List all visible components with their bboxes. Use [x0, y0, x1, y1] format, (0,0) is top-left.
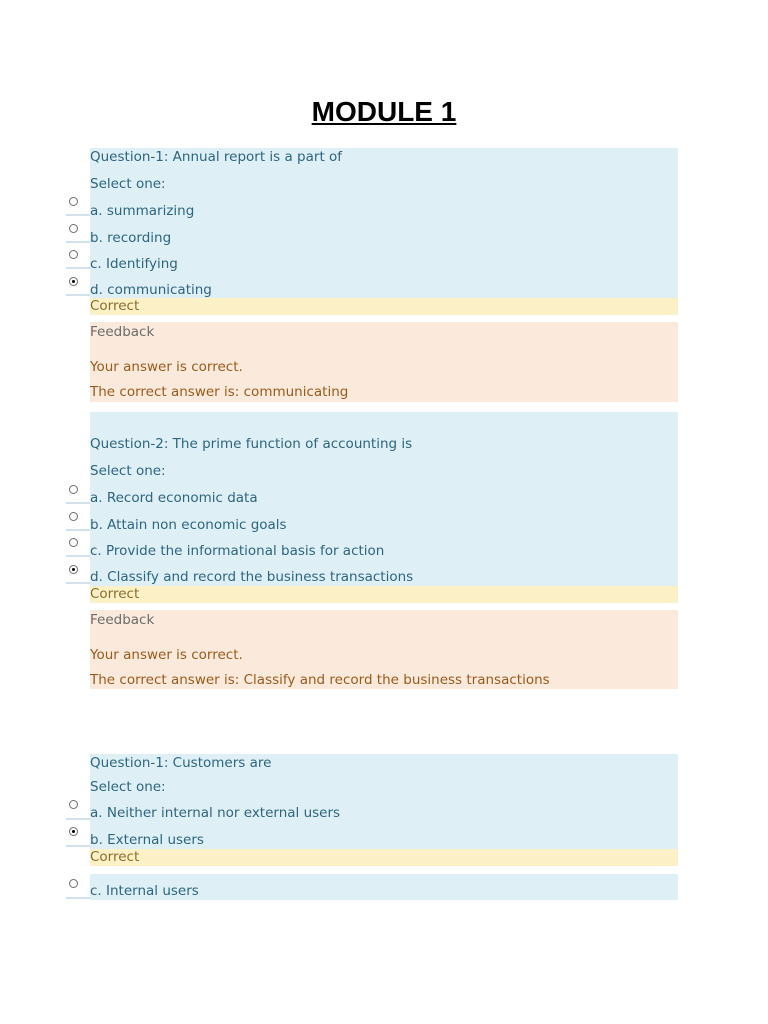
option-divider — [66, 294, 90, 296]
feedback-heading: Feedback — [90, 324, 155, 340]
feedback-panel — [90, 610, 678, 689]
question-text: Question-1: Annual report is a part of — [90, 149, 343, 165]
question-card-3 — [90, 754, 678, 849]
feedback-message: Your answer is correct. — [90, 647, 243, 663]
option-divider — [66, 845, 90, 847]
option-radio-c[interactable] — [69, 250, 78, 259]
option-divider — [66, 897, 90, 899]
option-radio-a[interactable] — [69, 197, 78, 206]
option-label-a: a. summarizing — [90, 203, 195, 219]
option-divider — [66, 267, 90, 269]
option-label-d: d. communicating — [90, 282, 212, 298]
option-divider — [66, 502, 90, 504]
select-one-prompt: Select one: — [90, 779, 166, 795]
question-card-1 — [90, 148, 678, 298]
feedback-heading: Feedback — [90, 612, 155, 628]
correct-answer-text: The correct answer is: Classify and record the business transactions — [90, 672, 550, 688]
feedback-panel — [90, 322, 678, 402]
option-label-b: b. External users — [90, 832, 204, 848]
option-divider — [66, 555, 90, 557]
option-radio-b[interactable] — [69, 512, 78, 521]
question-text: Question-2: The prime function of accounting is — [90, 436, 413, 452]
feedback-message: Your answer is correct. — [90, 359, 243, 375]
option-divider — [66, 214, 90, 216]
option-radio-a[interactable] — [69, 800, 78, 809]
option-radio-b-selected[interactable] — [69, 827, 78, 836]
option-divider — [66, 241, 90, 243]
option-divider — [66, 818, 90, 820]
question-card-3-continued — [90, 874, 678, 900]
option-label-c: c. Identifying — [90, 256, 178, 272]
option-radio-a[interactable] — [69, 485, 78, 494]
option-label-c: c. Internal users — [90, 883, 199, 899]
question-card-2 — [90, 412, 678, 586]
option-label-a: a. Neither internal nor external users — [90, 805, 341, 821]
option-radio-c[interactable] — [69, 879, 78, 888]
option-label-b: b. recording — [90, 230, 172, 246]
page-title: MODULE 1 — [311, 96, 457, 127]
question-text: Question-1: Customers are — [90, 755, 272, 771]
correct-answer-text: The correct answer is: communicating — [90, 384, 349, 400]
option-radio-d-selected[interactable] — [69, 565, 78, 574]
status-badge: Correct — [90, 849, 678, 866]
option-divider — [66, 582, 90, 584]
option-label-d: d. Classify and record the business transactions — [90, 569, 414, 585]
option-radio-c[interactable] — [69, 538, 78, 547]
option-label-a: a. Record economic data — [90, 490, 258, 506]
option-label-c: c. Provide the informational basis for action — [90, 543, 385, 559]
option-divider — [66, 529, 90, 531]
status-badge: Correct — [90, 298, 678, 315]
option-radio-d-selected[interactable] — [69, 277, 78, 286]
select-one-prompt: Select one: — [90, 463, 166, 479]
status-badge: Correct — [90, 586, 678, 603]
select-one-prompt: Select one: — [90, 176, 166, 192]
option-label-b: b. Attain non economic goals — [90, 517, 287, 533]
option-radio-b[interactable] — [69, 224, 78, 233]
